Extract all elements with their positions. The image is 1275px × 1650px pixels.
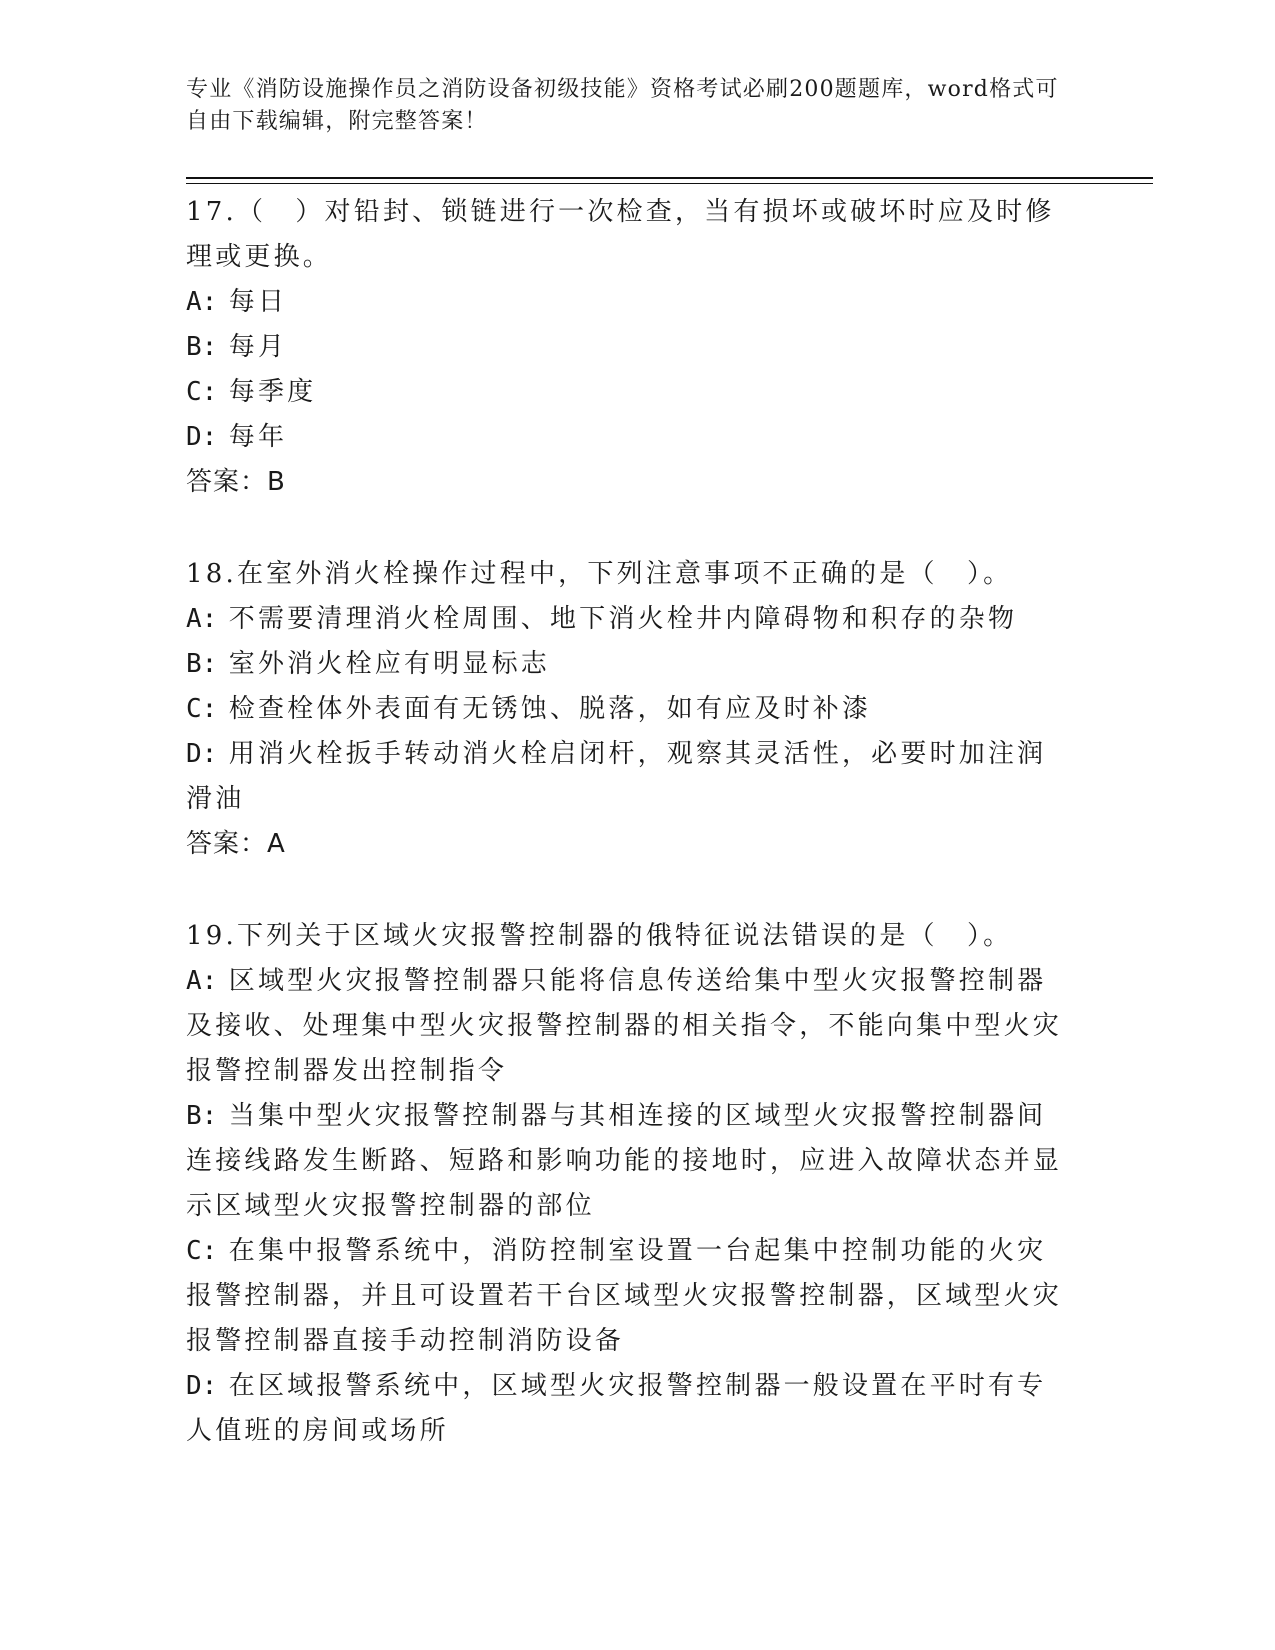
option-b (186, 325, 1066, 370)
option-letter: C: (186, 694, 218, 724)
option-text: 每日 (228, 287, 288, 317)
option-letter: D: (186, 739, 218, 769)
option-letter: A: (186, 604, 218, 634)
option-b (186, 1094, 1066, 1229)
option-text: 检查栓体外表面有无锈蚀、脱落，如有应及时补漆 (228, 694, 872, 724)
header-divider-thin (186, 183, 1153, 184)
option-letter: B: (186, 649, 218, 679)
question-19 (186, 914, 1066, 1454)
answer-line: 答案：B (186, 467, 286, 497)
option-text: 室外消火栓应有明显标志 (228, 649, 550, 679)
header-divider-thick (186, 177, 1153, 179)
option-c (186, 687, 1066, 732)
option-c (186, 370, 1066, 415)
option-letter: B: (186, 332, 218, 362)
option-letter: A: (186, 966, 218, 996)
question-18 (186, 552, 1066, 867)
option-letter: D: (186, 422, 218, 452)
option-letter: D: (186, 1371, 218, 1401)
option-letter: C: (186, 1236, 218, 1266)
question-17 (186, 190, 1066, 505)
option-letter: A: (186, 287, 218, 317)
option-d (186, 1364, 1066, 1454)
option-d (186, 415, 1066, 460)
question-stem: 19.下列关于区域火灾报警控制器的俄特征说法错误的是（ ）。 (186, 921, 1013, 951)
option-text: 每年 (228, 422, 288, 452)
option-text: 每季度 (228, 377, 317, 407)
option-letter: C: (186, 377, 218, 407)
document-header: 专业《消防设施操作员之消防设备初级技能》资格考试必刷200题题库，word格式可自由下载编辑，附完整答案！ (186, 77, 1059, 134)
option-a (186, 597, 1066, 642)
option-text: 每月 (228, 332, 288, 362)
option-b (186, 642, 1066, 687)
option-text: 在集中报警系统中，消防控制室设置一台起集中控制功能的火灾报警控制器，并且可设置若干台区域型火灾报警控制器，区域型火灾报警控制器直接手动控制消防设备 (186, 1236, 1063, 1356)
answer-line: 答案：A (186, 829, 286, 859)
option-d (186, 732, 1066, 822)
option-text: 在区域报警系统中，区域型火灾报警控制器一般设置在平时有专人值班的房间或场所 (186, 1371, 1047, 1446)
option-text: 区域型火灾报警控制器只能将信息传送给集中型火灾报警控制器及接收、处理集中型火灾报警控制器的相关指令，不能向集中型火灾报警控制器发出控制指令 (186, 966, 1063, 1086)
option-text: 不需要清理消火栓周围、地下消火栓井内障碍物和积存的杂物 (228, 604, 1018, 634)
option-a (186, 959, 1066, 1094)
option-text: 用消火栓扳手转动消火栓启闭杆，观察其灵活性，必要时加注润滑油 (186, 739, 1047, 814)
option-c (186, 1229, 1066, 1364)
question-stem: 18.在室外消火栓操作过程中，下列注意事项不正确的是（ ）。 (186, 559, 1013, 589)
question-stem: 17.（ ）对铅封、锁链进行一次检查，当有损坏或破坏时应及时修理或更换。 (186, 197, 1055, 272)
option-a (186, 280, 1066, 325)
option-letter: B: (186, 1101, 218, 1131)
option-text: 当集中型火灾报警控制器与其相连接的区域型火灾报警控制器间连接线路发生断路、短路和影响功能的接地时，应进入故障状态并显示区域型火灾报警控制器的部位 (186, 1101, 1063, 1221)
question-list (186, 190, 1066, 1454)
